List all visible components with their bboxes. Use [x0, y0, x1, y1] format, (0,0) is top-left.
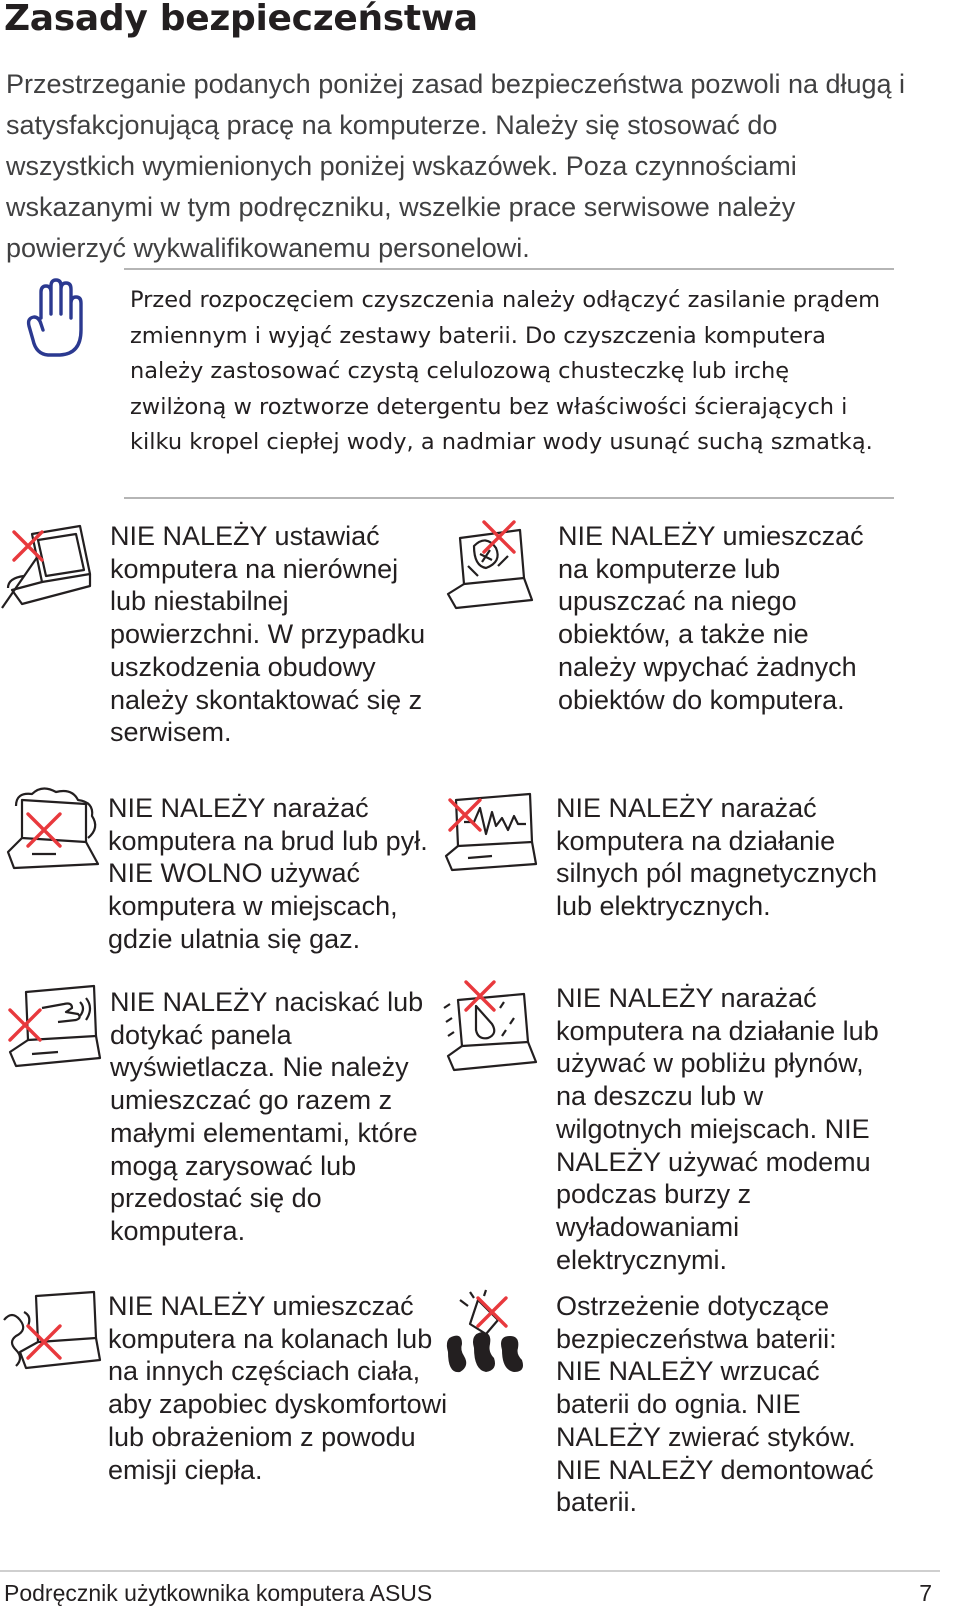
magnetic-field-icon: [440, 786, 540, 881]
unstable-surface-icon: [2, 516, 102, 611]
liquid-rain-icon: [440, 978, 540, 1073]
lap-heat-icon: [2, 1286, 102, 1381]
warning-dust: NIE NALEŻY narażać komputera na brud lub pył. NIE WOLNO używać komputera w miejscach, gdzie ulatnia się gaz.: [108, 793, 428, 954]
warning-battery-safety: Ostrzeżenie dotyczące bezpieczeństwa baterii: NIE NALEŻY wrzucać baterii do ognia. NIE NALEŻY zwierać styków. NIE NALEŻY demontować baterii.: [556, 1291, 874, 1518]
caution-bottom-rule: [124, 497, 894, 499]
cleaning-caution-text: Przed rozpoczęciem czyszczenia należy odłączyć zasilanie prądem zmiennym i wyjąć zestawy baterii. Do czyszczenia komputera należy zastosować czystą celulozową chusteczkę lub irchę zwilżoną w roztworze detergentu bez właściwości ścierających i kilku kropel ciepłej wody, a nadmiar wody usunąć suchą szmatką.: [130, 287, 881, 455]
battery-fire-icon: [440, 1290, 540, 1385]
warning-magnetic-field: NIE NALEŻY narażać komputera na działanie silnych pól magnetycznych lub elektrycznych.: [556, 793, 878, 922]
dust-icon: [2, 786, 102, 881]
objects-on-laptop-icon: [438, 516, 538, 611]
footer-rule: [0, 1570, 940, 1572]
touch-screen-icon: [2, 978, 102, 1073]
warning-lap-heat: NIE NALEŻY umieszczać komputera na kolanach lub na innych częściach ciała, aby zapobiec dyskomfortowi lub obrażeniom z powodu emisji ciepła.: [108, 1291, 448, 1485]
page-title: Zasady bezpieczeństwa: [4, 0, 478, 39]
warning-objects-on-laptop: NIE NALEŻY umieszczać na komputerze lub upuszczać na niego obiektów, a także nie należy wpychać żadnych obiektów do komputera.: [558, 521, 864, 715]
page-number: 7: [919, 1580, 932, 1606]
intro-paragraph: Przestrzeganie podanych poniżej zasad bezpieczeństwa pozwoli na długą i satysfakcjonującą pracę na komputerze. Należy się stosować do wszystkich wymienionych poniżej wskazówek. Poza czynnościami wskazanymi w tym podręczniku, wszelkie prace serwisowe należy powierzyć wykwalifikowanemu personelowi.: [6, 69, 906, 263]
stop-hand-icon: [26, 278, 84, 358]
warning-unstable-surface: NIE NALEŻY ustawiać komputera na nierównej lub niestabilnej powierzchni. W przypadku uszkodzenia obudowy należy skontaktować się z serwisem.: [110, 521, 426, 748]
caution-top-rule: [124, 268, 894, 270]
warning-touch-screen: NIE NALEŻY naciskać lub dotykać panela wyświetlacza. Nie należy umieszczać go razem z małymi elementami, które mogą zarysować lub przedostać się do komputera.: [110, 987, 424, 1246]
warning-liquid-rain: NIE NALEŻY narażać komputera na działanie lub używać w pobliżu płynów, na deszczu lub w wilgotnych miejscach. NIE NALEŻY używać modemu podczas burzy z wyładowaniami elektrycznymi.: [556, 983, 879, 1275]
footer-manual-title: Podręcznik użytkownika komputera ASUS: [4, 1580, 433, 1606]
